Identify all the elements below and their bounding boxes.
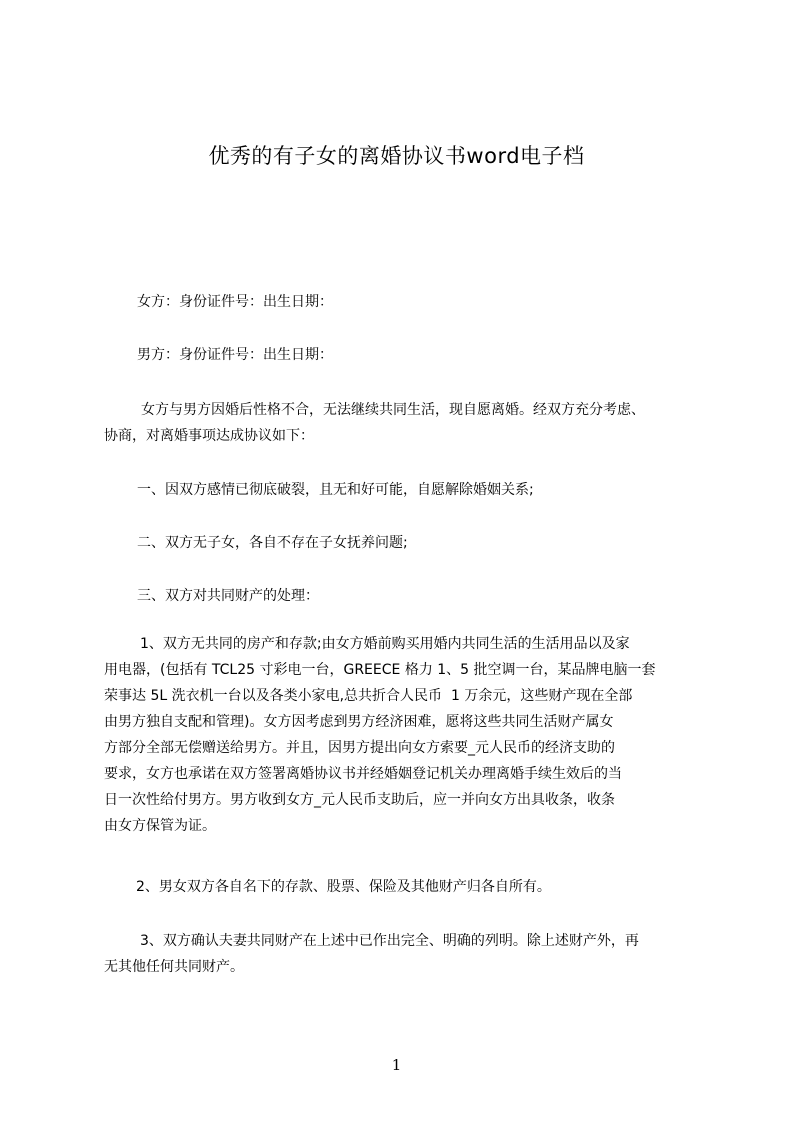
property-paragraph-line: 日一次性给付男方。男方收到女方_元人民币支助后，应一并向女方出具收条，收条: [104, 792, 615, 808]
property-paragraph-line: 1、双方无共同的房产和存款;由女方婚前购买用婚内共同生活的生活用品以及家: [140, 636, 630, 652]
property-paragraph-line: 用电器，(包括有 TCL25 寸彩电一台，GREECE 格力 1、5 批空调一台，某品牌电脑一套: [104, 662, 656, 678]
property-paragraph-line: 要求，女方也承诺在双方签署离婚协议书并经婚姻登记机关办理离婚手续生效后的当: [104, 766, 622, 782]
woman-info-line: 女方：身份证件号：出生日期：: [137, 294, 333, 310]
intro-paragraph-line-1: 女方与男方因婚后性格不合，无法继续共同生活，现自愿离婚。经双方充分考虑、: [141, 402, 645, 418]
property-paragraph-line: 由男方独自支配和管理)。女方因考虑到男方经济困难，愿将这些共同生活财产属女: [104, 714, 614, 730]
clause-2: 二、双方无子女，各自不存在子女抚养问题;: [137, 535, 408, 551]
property-paragraph-line: 荣事达 5L 洗衣机一台以及各类小家电,总共折合人民币 1 万余元，这些财产现在全部: [104, 688, 633, 704]
clause-3: 三、双方对共同财产的处理：: [137, 588, 319, 604]
item-2: 2、男女双方各自名下的存款、股票、保险及其他财产归各自所有。: [136, 879, 551, 895]
clause-1: 一、因双方感情已彻底破裂，且无和好可能，自愿解除婚姻关系;: [137, 482, 534, 498]
page-number: 1: [391, 1056, 402, 1074]
intro-paragraph-line-2: 协商，对离婚事项达成协议如下：: [104, 428, 314, 444]
item-3-line-2: 无其他任何共同财产。: [104, 959, 244, 975]
property-paragraph-line: 方部分全部无偿赠送给男方。并且，因男方提出向女方索要_元人民币的经济支助的: [104, 740, 615, 756]
property-paragraph-line: 由女方保管为证。: [104, 818, 216, 834]
item-3-line-1: 3、双方确认夫妻共同财产在上述中已作出完全、明确的列明。除上述财产外，再: [140, 933, 639, 949]
man-info-line: 男方：身份证件号：出生日期：: [137, 347, 333, 363]
document-title: 优秀的有子女的离婚协议书word电子档: [208, 144, 585, 168]
